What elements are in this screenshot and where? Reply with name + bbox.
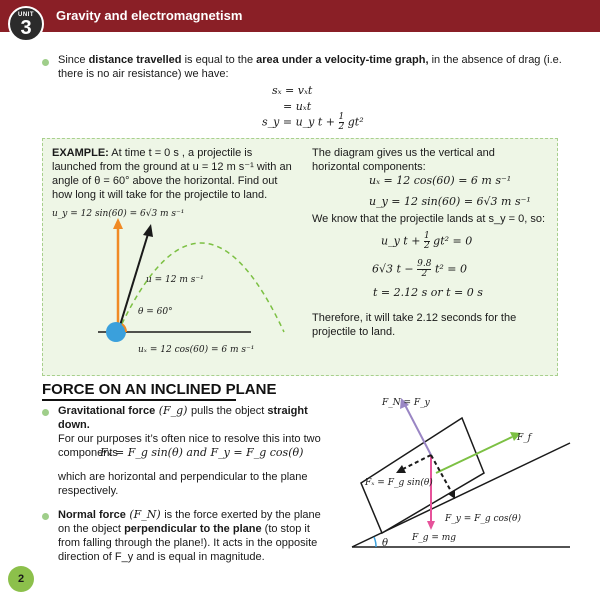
fn-label: F_N = F_y [382,398,430,408]
example-label: EXAMPLE: [52,147,109,159]
conclusion-text: Therefore, it will take 2.12 seconds for the projectile to land. [312,312,517,338]
eq-sx: sₓ = vₓt [272,84,313,97]
fg-label: F_g = mg [412,533,457,543]
incline-angle-arc [374,537,376,547]
ux-label: uₓ = 12 cos(60) = 6 m s⁻¹ [138,345,255,355]
velocity-arrowhead [143,224,153,237]
normal-symbol: (F_N) [125,508,165,521]
unit-label: UNIT [18,12,34,18]
normal-text2: (to stop it from falling through the plane!). It acts in the opposite direction of F_y and is equal in magnitude. [58,523,318,563]
example-text: At time t = 0 s , a projectile is launched from the ground at u = 12 m s⁻¹ with an angle of θ = 60° above the horizontal. Find out how long it will take for the projectile to land. [52,147,292,201]
fx-label: Fₓ = F_g sin(θ) [365,478,433,488]
normal-paragraph [58,508,322,564]
intro-bold-a: distance travelled [88,54,182,66]
ff-label: F_f [517,433,532,443]
section-title: FORCE ON AN INCLINED PLANE [42,381,277,398]
lands-text: We know that the projectile lands at s_y = 0, so: [312,213,546,225]
eq-uxt: = uₓt [283,100,312,113]
eq-ux: uₓ = 12 cos(60) = 6 m s⁻¹ [369,174,512,187]
eq-land-b-left: 6√3 t − [372,262,414,276]
normal-bold2: perpendicular to the plane [124,523,262,535]
bullet-dot [42,513,49,520]
normal-text: is the force exerted by the plane on the object [58,509,321,535]
eq-land-a-num: 1 [423,231,430,241]
theta-label: θ = 60° [138,307,173,317]
grav-text3: which are horizontal and perpendicular to the plane respectively. [58,471,308,497]
bullet-dot [42,59,49,66]
eq-sy-den: 2 [338,122,345,132]
normal-bold: Normal force [58,509,126,521]
eq-land-a-right: gt² = 0 [433,234,473,248]
incline-theta-label: θ [382,538,389,549]
intro-text-b: is equal to the [181,54,257,66]
eq-land-b-num: 9.8 [417,259,432,269]
intro-text-a: Since [58,54,89,66]
unit-number: 3 [20,17,32,39]
projectile-diagram [46,198,306,378]
inclined-plane-diagram [342,385,580,575]
intro-bold-b: area under a velocity-time graph, [256,54,429,66]
eq-sy-num: 1 [338,112,345,122]
intro-text-c: in the absence of drag (i.e. there is no air resistance) we have: [58,54,562,80]
eq-land-b [372,260,467,279]
eq-land-a-left: u_y t + [381,234,421,248]
bullet-dot [42,409,49,416]
components-intro: The diagram gives us the vertical and horizontal components: [312,147,495,173]
eq-land-a [381,232,472,251]
grav-symbol: (F_g) [155,404,191,417]
vy-arrowhead [113,218,123,229]
eq-land-b-den: 2 [421,269,428,279]
grav-text2: For our purposes it’s often nice to resolve this into two components [58,433,321,459]
header-bar [0,0,600,32]
gravity-arrowhead [427,521,435,530]
fy-label: F_y = F_g cos(θ) [445,514,521,524]
section-underline [42,399,236,401]
trajectory-curve [118,243,284,332]
example-question [52,146,292,202]
eq-sy-left: s_y = u_y t + [262,115,335,129]
grav-components-eq: Fₓ = F_g sin(θ) and F_y = F_g cos(θ) [100,446,304,459]
grav-bold: Gravitational force [58,405,156,417]
uy-label: u_y = 12 sin(60) = 6√3 m s⁻¹ [52,209,185,219]
page-number: 2 [8,566,34,592]
unit-badge [8,6,44,42]
eq-land-c: t = 2.12 s or t = 0 s [373,286,483,299]
grav-text: pulls the object [190,405,268,417]
eq-uy: u_y = 12 sin(60) = 6√3 m s⁻¹ [369,195,531,208]
eq-land-a-den: 2 [423,241,430,251]
u-label: u = 12 m s⁻¹ [146,275,204,285]
eq-sy [262,113,364,132]
chapter-title: Gravity and electromagnetism [56,8,243,23]
intro-paragraph [58,53,568,81]
eq-land-b-right: t² = 0 [434,262,468,276]
eq-sy-right: gt² [347,115,364,129]
grav-bold2: straight down. [58,405,308,431]
velocity-arrow [118,234,148,332]
